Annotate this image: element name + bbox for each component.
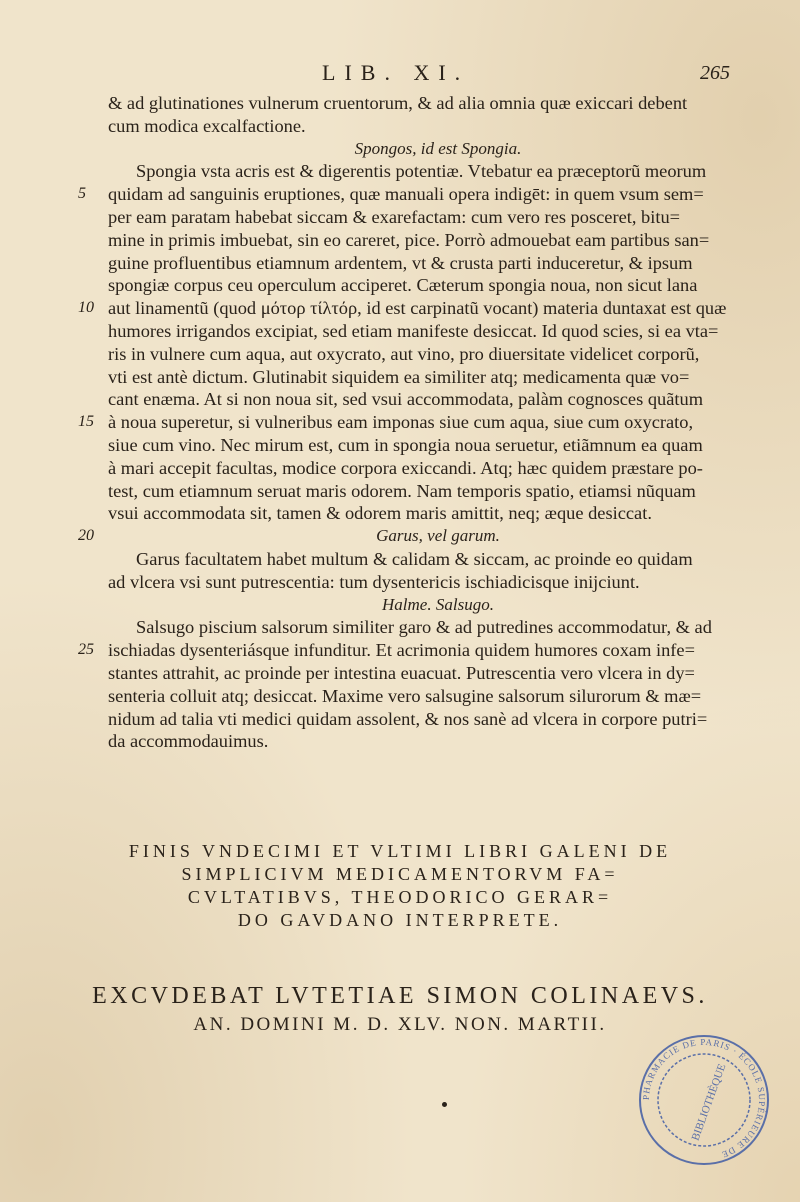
line-text: nidum ad talia vti medici quidam assolent, & nos sanè ad vlcera in corpore putri= xyxy=(108,708,708,729)
line-text: da accommodauimus. xyxy=(108,731,269,752)
text-line xyxy=(108,571,768,594)
line-number: 15 xyxy=(78,413,94,431)
line-text: cant enæma. At si non noua sit, sed vsui accommodata, palàm cognosces quãtum xyxy=(108,389,704,410)
text-line xyxy=(108,366,768,389)
imprint-line: EXCVDEBAT LVTETIAE SIMON COLINAEVS. xyxy=(92,983,708,1009)
stamp-outer-text: PHARMACIE DE PARIS · ÉCOLE SUPÉRIEURE DE xyxy=(640,1036,768,1160)
text-line xyxy=(78,639,768,662)
text-line xyxy=(108,160,768,183)
line-text: à noua superetur, si vulneribus eam imponas siue cum aqua, siue cum oxycrato, xyxy=(108,412,694,433)
text-line xyxy=(108,616,768,639)
imprint-date: AN. DOMINI M. D. XLV. NON. MARTII. xyxy=(193,1014,607,1035)
text-line xyxy=(108,229,768,252)
running-head: LIB. XI. xyxy=(322,60,470,85)
line-text: senteria colluit atq; desiccat. Maxime vero salsugine salsorum silurorum & mæ= xyxy=(108,685,702,706)
line-text: vsui accommodata sit, tamen & odorem maris amittit, neq; æque desiccat. xyxy=(108,503,652,524)
line-text: Spongia vsta acris est & digerentis potentiæ. Vtebatur ea præceptorũ meorum xyxy=(136,161,707,182)
library-stamp xyxy=(634,1030,774,1170)
line-number: 5 xyxy=(78,185,86,203)
text-line xyxy=(78,297,768,320)
line-text: siue cum vino. Nec mirum est, cum in spongia noua seruetur, etiãmnum ea quam xyxy=(108,434,703,455)
line-text: Garus facultatem habet multum & calidam & siccam, ac proinde eo quidam xyxy=(136,548,693,569)
line-text: & ad glutinationes vulnerum cruentorum, & ad alia omnia quæ exiccari debent xyxy=(108,93,688,113)
line-text: Salsugo piscium salsorum similiter garo & ad putredines accommodatur, & ad xyxy=(136,617,712,638)
line-text: guine profluentibus etiamnum ardentem, vt & crusta parti induceretur, & ipsum xyxy=(108,252,693,273)
text-line xyxy=(108,594,768,617)
text-line xyxy=(108,206,768,229)
stamp-inner-text: BIBLIOTHÈQUE xyxy=(689,1062,729,1143)
line-text: mine in primis imbuebat, sin eo careret, pice. Porrò admouebat eam partibus san= xyxy=(108,229,710,250)
line-text: Spongos, id est Spongia. xyxy=(354,138,522,158)
text-line xyxy=(108,274,768,297)
text-line xyxy=(108,320,768,343)
line-text: spongiæ corpus ceu operculum acciperet. Cæterum spongia noua, non sicut lana xyxy=(108,275,698,296)
text-line xyxy=(108,138,768,161)
colophon xyxy=(0,840,800,932)
colophon-line: FINIS VNDECIMI ET VLTIMI LIBRI GALENI DE xyxy=(128,841,672,861)
line-text: ischiadas dysenteriásque infunditur. Et acrimonia quidem humores coxam infe= xyxy=(108,640,695,661)
line-text: vti est antè dictum. Glutinabit siquidem ea similiter atq; medicamenta quæ vo= xyxy=(108,366,690,387)
line-text: test, cum etiamnum seruat maris odorem. Nam temporis spatio, etiamsi nũquam xyxy=(108,480,696,501)
line-text: ad vlcera vsi sunt putrescentia: tum dysentericis ischiadicisque inijciunt. xyxy=(108,571,640,592)
line-text: cum modica excalfactione. xyxy=(108,115,306,136)
colophon-line: DO GAVDANO INTERPRETE. xyxy=(237,910,563,930)
line-text: ris in vulnere cum aqua, aut oxycrato, aut vino, pro diuersitate videlicet corporũ, xyxy=(108,343,700,364)
text-line xyxy=(108,343,768,366)
text-line xyxy=(108,434,768,457)
line-text: quidam ad sanguinis eruptiones, quæ manuali opera indigēt: in quem vsum sem= xyxy=(108,184,704,205)
line-text: stantes attrahit, ac proinde per intestina euacuat. Putrescentia vero vlcera in dy= xyxy=(108,662,695,683)
text-line xyxy=(108,388,768,411)
line-number: 25 xyxy=(78,641,94,659)
colophon-line: CVLTATIBVS, THEODORICO GERAR= xyxy=(187,887,613,907)
text-line xyxy=(108,502,768,525)
text-line xyxy=(108,252,768,275)
line-text: Halme. Salsugo. xyxy=(382,594,494,614)
line-text: Garus, vel garum. xyxy=(376,526,500,546)
line-text: humores irrigandos excipiat, sed etiam manifeste desiccat. Id quod scies, si ea vta= xyxy=(108,320,719,341)
text-line xyxy=(78,525,768,548)
text-line xyxy=(108,548,768,571)
text-line xyxy=(108,708,768,731)
text-line xyxy=(78,183,768,206)
line-number: 20 xyxy=(78,527,94,545)
line-text: aut linamentũ (quod μότορ τίλτόρ, id est carpinatũ vocant) materia duntaxat est quæ xyxy=(108,298,727,319)
text-line xyxy=(108,92,768,115)
text-line xyxy=(108,685,768,708)
text-line xyxy=(108,115,768,138)
body-text xyxy=(78,92,768,753)
text-line xyxy=(108,662,768,685)
colophon-line: SIMPLICIVM MEDICAMENTORVM FA= xyxy=(181,864,619,884)
ornament-dot xyxy=(442,1102,447,1107)
line-number: 10 xyxy=(78,299,94,317)
text-line xyxy=(78,411,768,434)
line-text: à mari accepit facultas, modice corpora exiccandi. Atq; hæc quidem præstare po- xyxy=(108,457,703,478)
line-text: per eam paratam habebat siccam & exarefactam: cum vero res posceret, bitu= xyxy=(108,206,681,227)
text-line xyxy=(108,730,768,753)
page-number: 265 xyxy=(700,62,730,84)
text-line xyxy=(108,457,768,480)
page-header xyxy=(0,60,800,90)
text-line xyxy=(108,480,768,503)
